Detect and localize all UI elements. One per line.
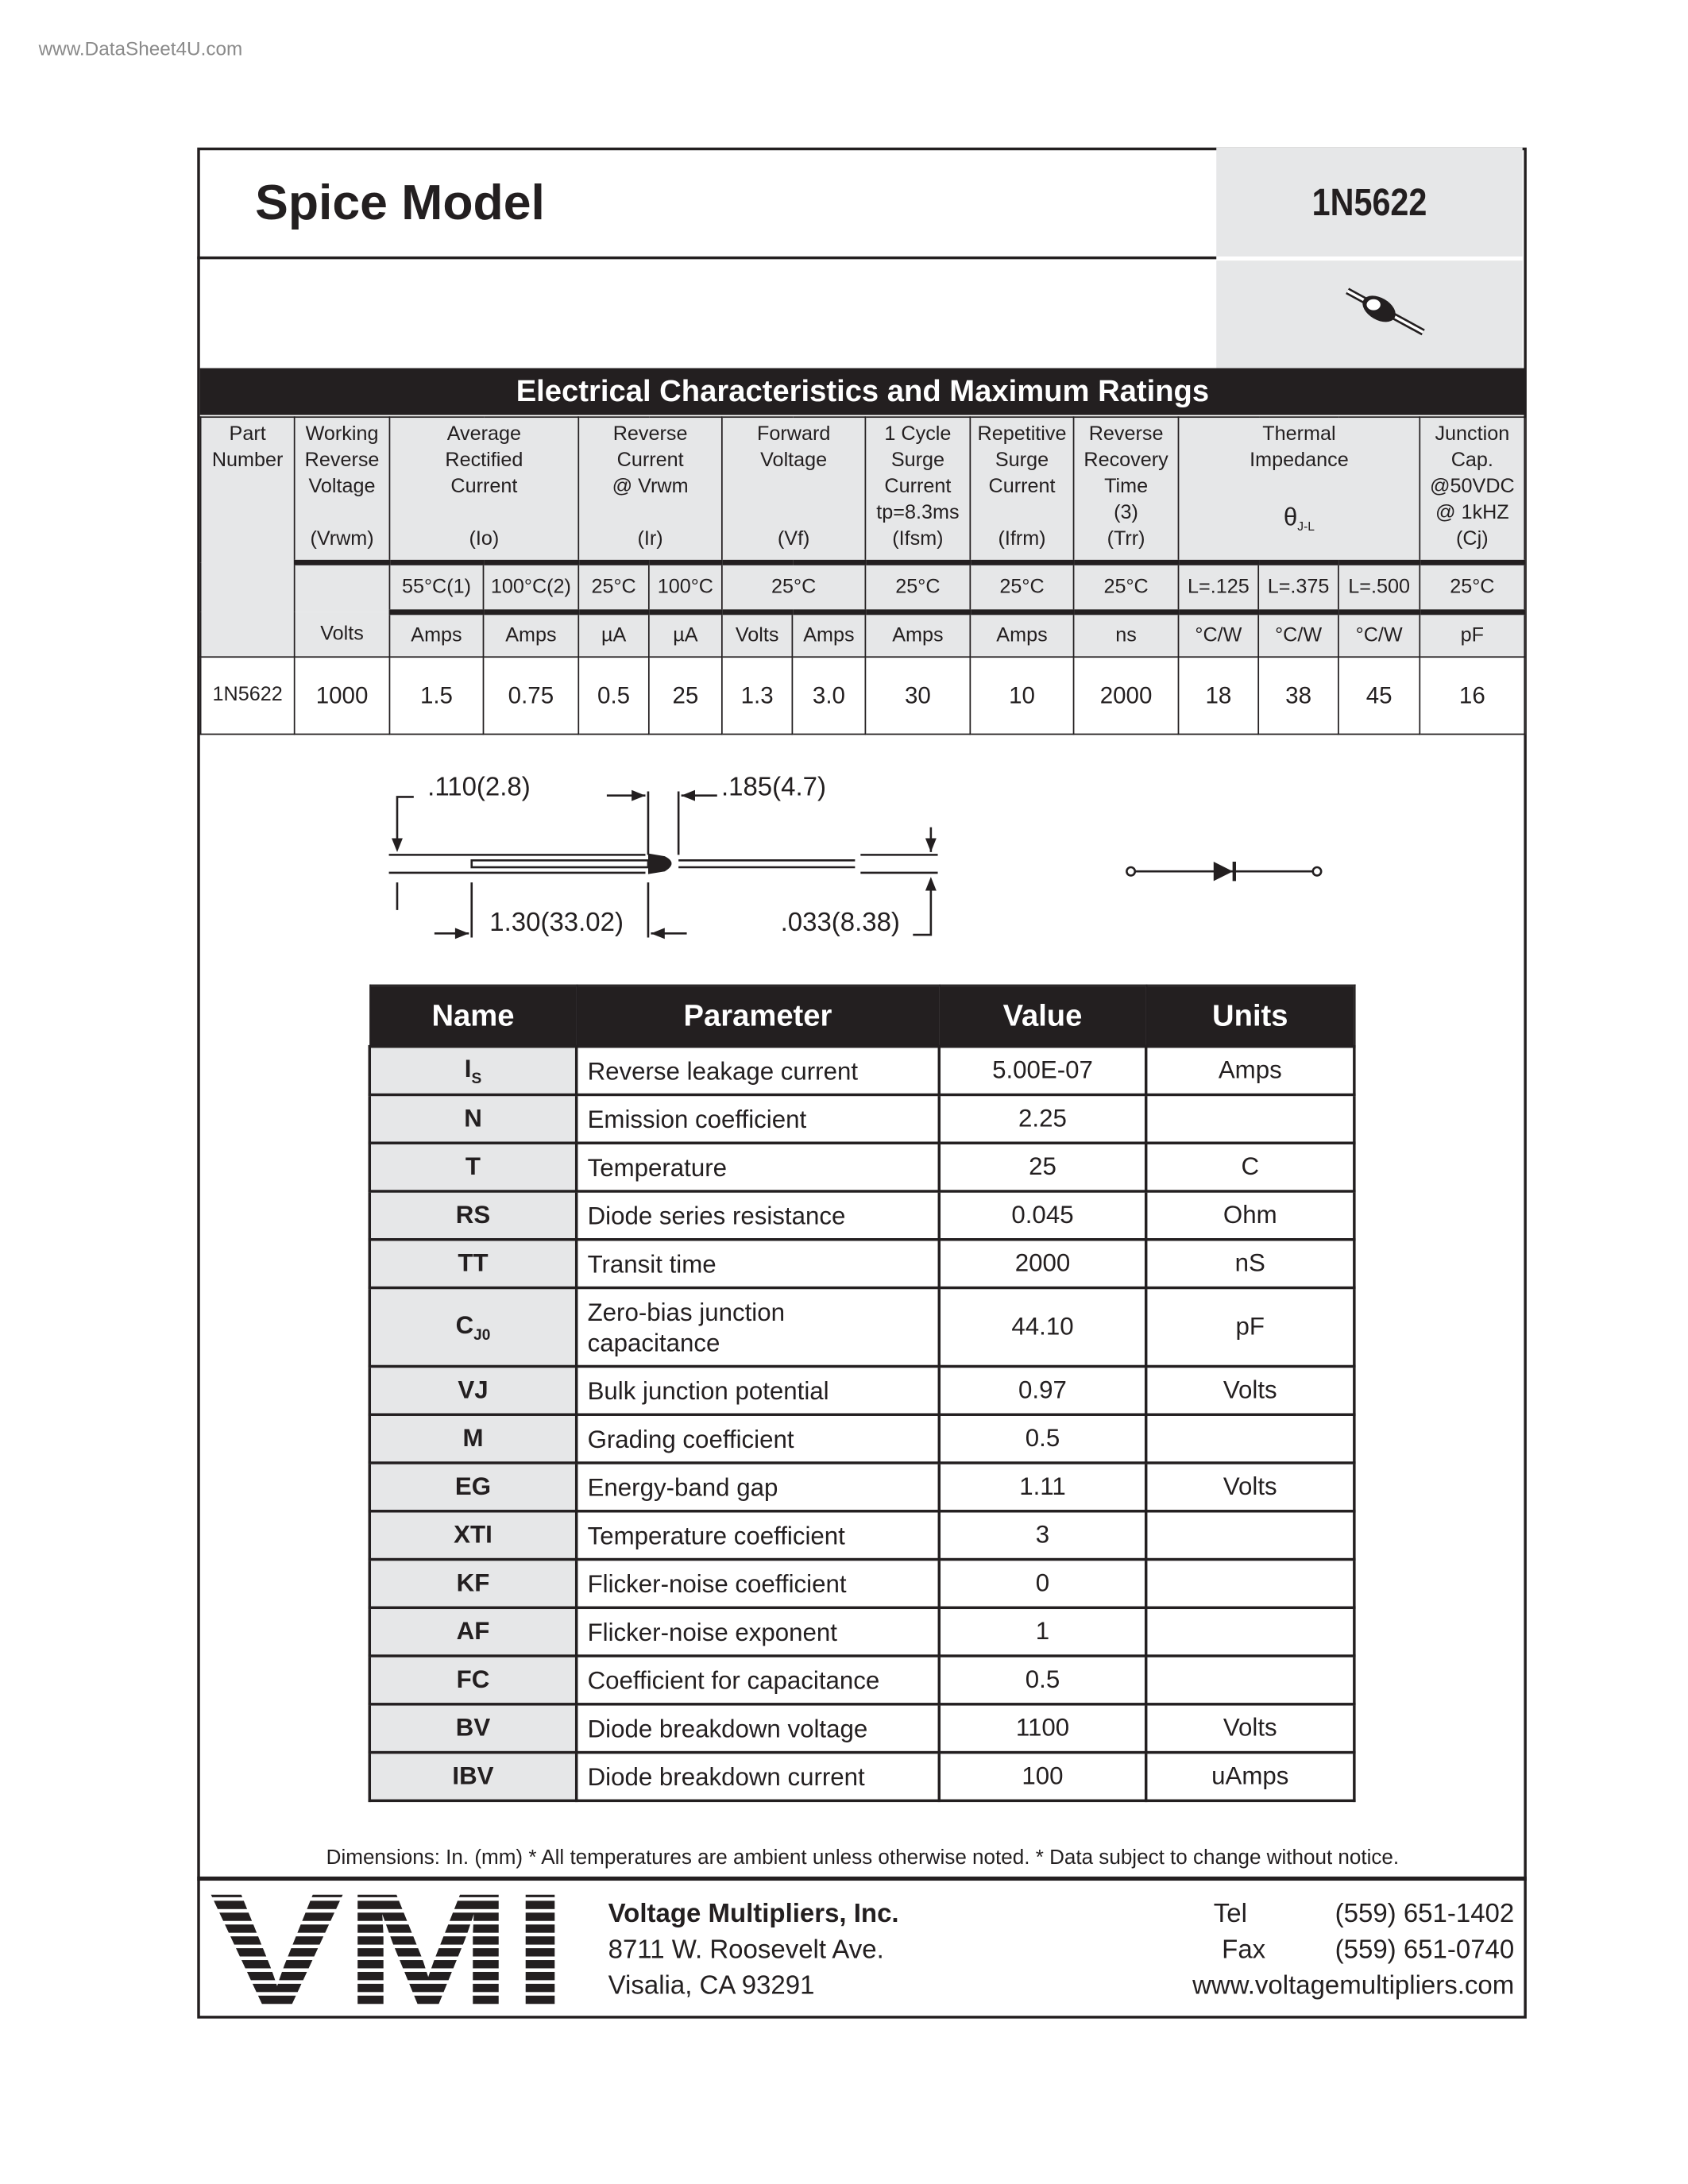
temp-cell: 100°C(2) [484,562,579,612]
temp-cell: 25°C [1420,562,1524,612]
temp-cell: L=.125 [1179,562,1259,612]
tel-label: Tel [1213,1900,1247,1929]
table-row [369,1704,1354,1753]
temp-cell: 25°C [1074,562,1179,612]
header-line: Reverse [1088,423,1164,446]
header-line: Working [305,423,379,446]
unit-cell: Volts [722,612,793,657]
dimension-lead-length: 1.30(33.02) [489,906,624,936]
header-line: Reverse [304,449,380,472]
temp-cell: 55°C(1) [389,562,483,612]
header-line: (Vrwm) [310,527,374,550]
param-value: 3 [939,1511,1145,1560]
vmi-logo [207,1889,570,2007]
header-ir [578,417,722,562]
param-unit: Ohm [1146,1191,1354,1240]
param-name-text: T [465,1152,481,1181]
param-unit: Volts [1146,1366,1354,1414]
param-unit: pF [1146,1288,1354,1367]
part-number-box [1216,148,1522,257]
theta-subscript: J-L [1297,519,1315,534]
param-unit: uAmps [1146,1753,1354,1801]
table-row [369,1191,1354,1240]
header-line: Current [988,475,1056,498]
data-cell: 38 [1258,657,1338,734]
param-name-subscript: S [471,1070,482,1087]
fax-number: (559) 651-0740 [1335,1935,1515,1965]
param-value: 0.5 [939,1656,1145,1704]
param-name-text: RS [455,1201,491,1229]
part-number: 1N5622 [1311,179,1427,223]
header-line: Forward [757,423,831,446]
param-name [369,1288,576,1367]
table-row [369,1607,1354,1656]
temp-cell: 100°C [649,562,722,612]
company-info [608,1897,899,2005]
header-ifrm [970,417,1073,562]
param-value: 100 [939,1753,1145,1801]
temp-cell: 25°C [865,562,970,612]
data-cell: 10 [970,657,1073,734]
unit-cell: °C/W [1338,612,1420,657]
data-cell: 16 [1420,657,1524,734]
param-name [369,1094,576,1143]
table-row [369,1288,1354,1367]
data-cell: 1.3 [722,657,793,734]
unit-cell: Amps [792,612,865,657]
column-header-value: Value [939,985,1145,1046]
website-link[interactable]: www.voltagemultipliers.com [1192,1971,1515,2001]
header-line: Time [1104,475,1149,498]
diode-symbol-icon [1120,855,1330,890]
table-row [369,1143,1354,1191]
header-line: Average [446,423,522,446]
param-name-text: TT [458,1248,489,1277]
data-cell: 2000 [1074,657,1179,734]
dimension-body-diameter: .110(2.8) [427,771,531,801]
param-description: Temperature [577,1143,940,1191]
temperature-row [201,562,1525,612]
table-row [369,1094,1354,1143]
param-description: Energy-band gap [577,1463,940,1511]
temp-cell: L=.500 [1338,562,1420,612]
param-name [369,1047,576,1095]
param-name-text: M [462,1424,484,1453]
table-row [369,1366,1354,1414]
tel-number[interactable]: (559) 651-1402 [1335,1900,1515,1929]
table-row [369,1047,1354,1095]
param-value: 1.11 [939,1463,1145,1511]
param-value: 0.5 [939,1414,1145,1463]
param-unit [1146,1607,1354,1656]
header-line: Number [211,449,284,472]
header-line: tp=8.3ms [876,501,960,524]
table-row [369,1463,1354,1511]
header-line: (Ir) [637,527,663,550]
table-row [369,1753,1354,1801]
address-line: 8711 W. Roosevelt Ave. [608,1935,884,1965]
unit-cell: pF [1420,612,1524,657]
watermark[interactable]: www.DataSheet4U.com [38,37,243,60]
unit-cell: ns [1074,612,1179,657]
param-description: Reverse leakage current [577,1047,940,1095]
header-line: Reverse [612,423,688,446]
param-value: 2.25 [939,1094,1145,1143]
unit-cell: Volts [295,612,390,657]
param-name-text: AF [456,1617,490,1646]
param-description: Diode breakdown voltage [577,1704,940,1753]
fax-label: Fax [1222,1935,1266,1965]
param-value: 44.10 [939,1288,1145,1367]
param-value: 5.00E-07 [939,1047,1145,1095]
header-line: (Io) [469,527,500,550]
header-line: @ Vrwm [612,475,689,498]
header-line: Impedance [1250,449,1349,472]
param-name [369,1704,576,1753]
data-cell: 30 [865,657,970,734]
param-description: Coefficient for capacitance [577,1656,940,1704]
param-name-text: N [464,1104,482,1133]
param-name [369,1463,576,1511]
dimension-lead-diameter: .033(8.38) [780,906,900,936]
param-unit [1146,1560,1354,1608]
header-line: Voltage [308,475,376,498]
param-value: 0.045 [939,1191,1145,1240]
spice-parameter-table [369,985,1356,1803]
param-name [369,1511,576,1560]
temp-cell: 25°C [578,562,649,612]
param-name-text: I [464,1054,472,1082]
param-description: Bulk junction potential [577,1366,940,1414]
theta-symbol: θ [1283,503,1298,531]
data-cell: 0.75 [484,657,579,734]
header-line: (Vf) [777,527,810,550]
header-line: (Trr) [1107,527,1145,550]
param-value: 25 [939,1143,1145,1191]
header-vrwm [295,417,390,562]
header-line: Voltage [760,449,828,472]
unit-cell: °C/W [1179,612,1259,657]
header-line: Current [884,475,952,498]
param-value: 1 [939,1607,1145,1656]
param-unit [1146,1656,1354,1704]
data-cell: 1000 [295,657,390,734]
header-line: @ 1kHZ [1435,501,1509,524]
header-line: Current [450,475,518,498]
table-row [369,1560,1354,1608]
header-line: (Ifrm) [998,527,1046,550]
section-title: Electrical Characteristics and Maximum Ratings [200,369,1525,415]
param-description: Diode breakdown current [577,1753,940,1801]
company-name: Voltage Multipliers, Inc. [608,1900,899,1929]
param-unit [1146,1511,1354,1560]
logo-text: VMI [209,1889,569,2008]
param-value: 0 [939,1560,1145,1608]
param-unit [1146,1414,1354,1463]
temp-cell: 25°C [722,562,866,612]
data-cell: 1.5 [389,657,483,734]
data-cell: 45 [1338,657,1420,734]
param-name-text: VJ [458,1376,489,1404]
header-line: (Cj) [1456,527,1489,550]
param-unit [1146,1094,1354,1143]
param-value: 1100 [939,1704,1145,1753]
param-name [369,1366,576,1414]
table-row [369,1656,1354,1704]
temp-cell-empty [295,562,390,612]
param-name [369,1191,576,1240]
param-unit: C [1146,1143,1354,1191]
header-io [389,417,578,562]
column-header-name: Name [369,985,576,1046]
param-name-text: EG [454,1472,492,1500]
header-line: Surge [995,449,1049,472]
param-name [369,1753,576,1801]
header-cj [1420,417,1524,562]
param-name-text: KF [456,1569,490,1597]
unit-cell: Amps [389,612,483,657]
header-line: Cap. [1450,449,1493,472]
param-description: Zero-bias junction capacitance [577,1288,940,1367]
param-description: Flicker-noise coefficient [577,1560,940,1608]
column-header-parameter: Parameter [577,985,940,1046]
param-value: 2000 [939,1240,1145,1288]
divider [197,257,1216,259]
param-description: Temperature coefficient [577,1511,940,1560]
page-title: Spice Model [255,173,545,230]
table-row [369,1414,1354,1463]
cell-part-number: 1N5622 [201,657,295,734]
param-name [369,1560,576,1608]
param-name-text: BV [455,1713,491,1742]
table-row [369,1240,1354,1288]
header-vf [722,417,866,562]
param-name-text: XTI [454,1520,492,1549]
param-description: Grading coefficient [577,1414,940,1463]
param-value: 0.97 [939,1366,1145,1414]
header-line: 1 Cycle [884,423,952,446]
header-ifsm [865,417,970,562]
footnote: Dimensions: In. (mm) * All temperatures are ambient unless otherwise noted. * Data subject to change without notice. [326,1846,1400,1870]
param-unit: nS [1146,1240,1354,1288]
param-name-text: FC [456,1665,490,1693]
column-header-units: Units [1146,985,1354,1046]
diode-package-icon [1216,260,1522,368]
unit-cell: µA [578,612,649,657]
unit-cell: Amps [865,612,970,657]
header-line: Part [229,423,266,446]
param-unit: Volts [1146,1463,1354,1511]
param-description: Diode series resistance [577,1191,940,1240]
data-cell: 25 [649,657,722,734]
param-name [369,1240,576,1288]
unit-cell: µA [649,612,722,657]
data-cell: 3.0 [792,657,865,734]
header-line: Recovery [1083,449,1168,472]
param-name [369,1607,576,1656]
header-line: Rectified [445,449,523,472]
param-name [369,1414,576,1463]
header-line: (3) [1114,501,1138,524]
header-line: Surge [890,449,945,472]
header-line: Repetitive [977,423,1067,446]
param-description: Emission coefficient [577,1094,940,1143]
header-line: (Ifsm) [892,527,944,550]
header-line: Current [616,449,684,472]
unit-cell: Amps [970,612,1073,657]
data-cell: 18 [1179,657,1259,734]
diode-package-icon-box [1216,260,1522,368]
header-part-number [201,417,295,657]
header-line: Junction [1435,423,1510,446]
table-header-row [201,417,1525,562]
param-description: Flicker-noise exponent [577,1607,940,1656]
header-line: @50VDC [1429,475,1515,498]
unit-cell: °C/W [1258,612,1338,657]
param-name [369,1143,576,1191]
data-cell: 0.5 [578,657,649,734]
header-thermal [1179,417,1420,562]
dimension-body-length: .185(4.7) [720,771,826,801]
param-name-subscript: J0 [473,1326,491,1344]
divider [197,1877,1527,1881]
temp-cell: 25°C [970,562,1073,612]
param-description: Transit time [577,1240,940,1288]
temp-cell: L=.375 [1258,562,1338,612]
param-name [369,1656,576,1704]
contact-info [1158,1897,1514,2005]
param-unit: Amps [1146,1047,1354,1095]
package-dimension-drawing [373,758,966,965]
table-row [201,657,1525,734]
param-name-text: C [455,1310,474,1339]
header-line: Thermal [1262,423,1336,446]
unit-cell: Amps [484,612,579,657]
param-name-text: IBV [452,1761,494,1790]
units-row [201,612,1525,657]
header-trr [1074,417,1179,562]
table-header-row [369,985,1354,1046]
param-unit: Volts [1146,1704,1354,1753]
electrical-characteristics-table [200,416,1525,735]
address-line: Visalia, CA 93291 [608,1971,815,2001]
table-row [369,1511,1354,1560]
